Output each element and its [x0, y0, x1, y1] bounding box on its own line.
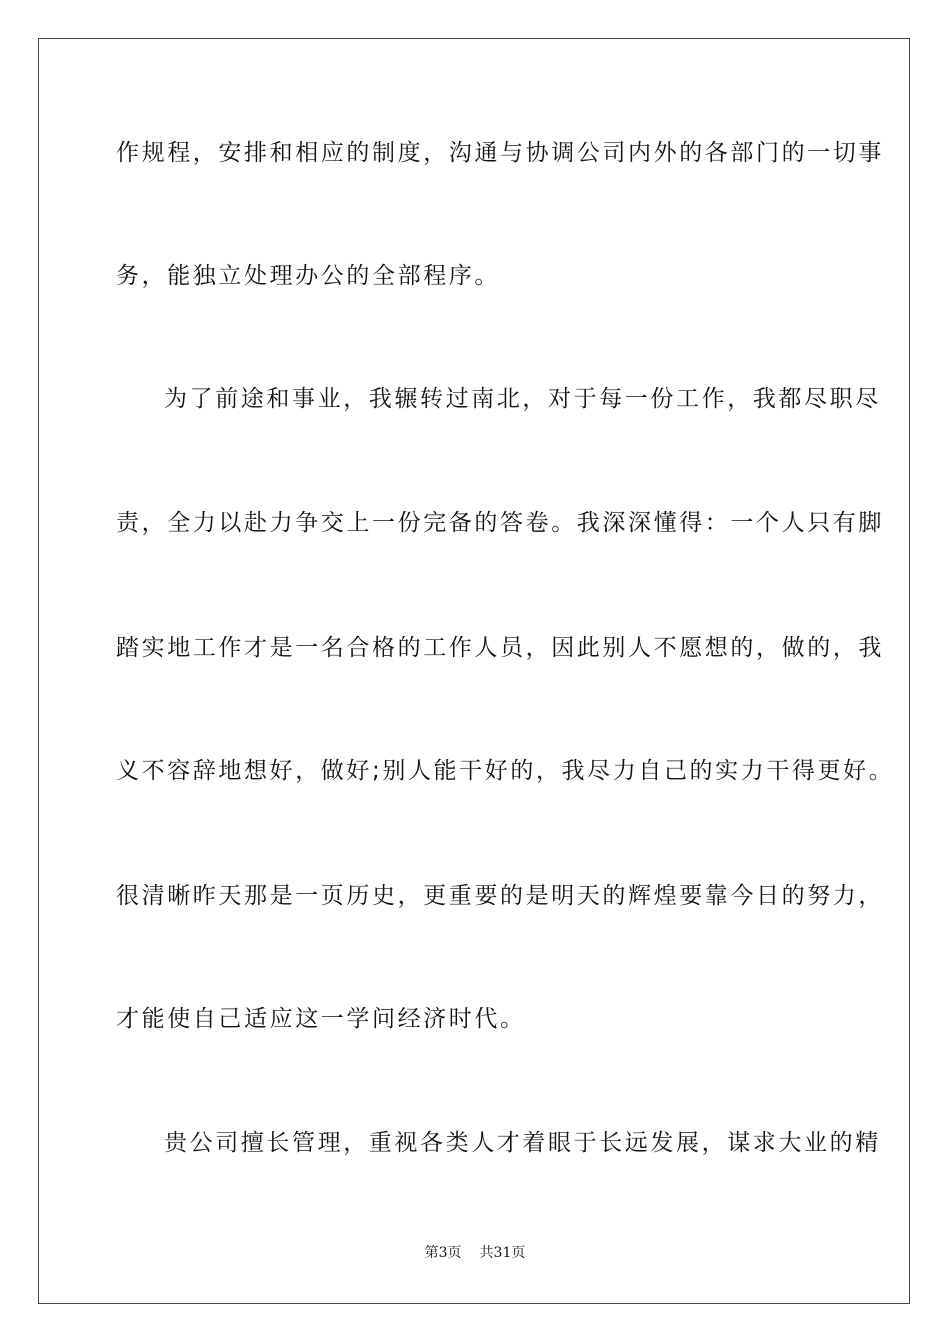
text-line-3: 为了前途和事业，我辗转过南北，对于每一份工作，我都尽职尽 — [164, 386, 881, 412]
current-page-label: 第3页 — [424, 1245, 462, 1261]
text-line-2: 务，能独立处理办公的全部程序。 — [116, 263, 500, 289]
text-line-5: 踏实地工作才是一名合格的工作人员，因此别人不愿想的，做的，我 — [116, 635, 884, 661]
text-line-8: 才能使自己适应这一学问经济时代。 — [116, 1006, 526, 1032]
text-line-4: 责，全力以赴力争交上一份完备的答卷。我深深懂得：一个人只有脚 — [116, 510, 884, 536]
total-pages-label: 共31页 — [479, 1245, 526, 1261]
text-line-7: 很清晰昨天那是一页历史，更重要的是明天的辉煌要靠今日的努力， — [116, 883, 884, 909]
page-border — [38, 38, 910, 1304]
text-line-6: 义不容辞地想好，做好;别人能干好的，我尽力自己的实力干得更好。 — [116, 758, 895, 784]
text-line-1: 作规程，安排和相应的制度，沟通与协调公司内外的各部门的一切事 — [116, 140, 884, 166]
text-line-9: 贵公司擅长管理，重视各类人才着眼于长远发展，谋求大业的精 — [164, 1130, 881, 1156]
page-footer — [0, 1244, 950, 1262]
